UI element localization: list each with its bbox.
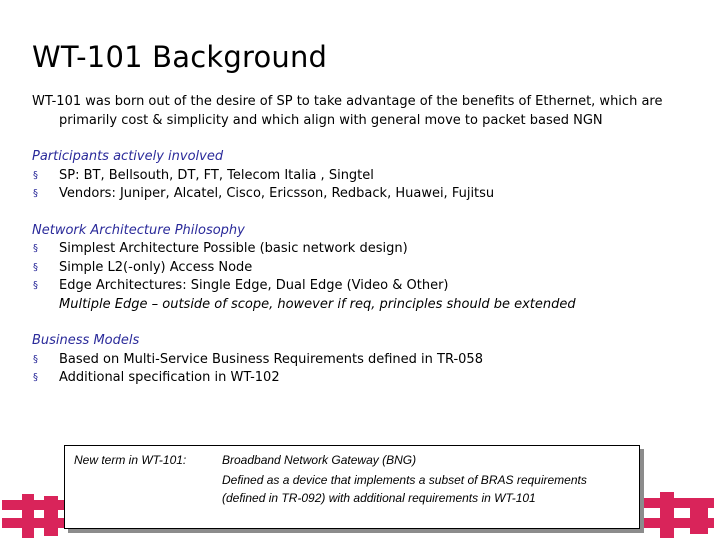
list-item-text: Vendors: Juniper, Alcatel, Cisco, Ericsson, Redback, Huawei, Fujitsu [59, 186, 495, 201]
intro-paragraph: WT-101 was born out of the desire of SP to take advantage of the benefits of Ethernet, which are primarily cost & simplicity and which align with general move to packet based NGN [32, 94, 663, 128]
section-heading: Network Architecture Philosophy [32, 222, 245, 238]
list-item [32, 167, 702, 186]
list-item [32, 369, 702, 388]
list-item-text: Simple L2(-only) Access Node [59, 259, 253, 275]
list-item [32, 351, 702, 370]
list-item [32, 277, 702, 296]
section-participants [32, 148, 702, 204]
bullet-icon: § [33, 169, 38, 181]
bullet-icon: § [33, 280, 38, 291]
list-item [32, 240, 702, 259]
list-item-text: Based on Multi-Service Business Requirements defined in TR-058 [59, 351, 483, 367]
list-item [32, 185, 702, 204]
section-heading: Business Models [32, 333, 140, 348]
bullet-list [32, 240, 702, 296]
slide-content [32, 93, 702, 388]
bullet-icon: § [33, 243, 38, 254]
bullet-icon: § [33, 353, 38, 365]
list-item-text: Simplest Architecture Possible (basic network design) [59, 241, 408, 256]
callout-definition: Defined as a device that implements a subset of BRAS requirements (defined in TR-092) with additional requirements in WT-101 [222, 473, 587, 505]
section-network-architecture [32, 222, 702, 315]
bullet-list [32, 167, 702, 204]
section-heading: Participants actively involved [32, 149, 224, 164]
list-item-text: Additional specification in WT-102 [59, 370, 280, 385]
list-item-text: SP: BT, Bellsouth, DT, FT, Telecom Italia , Singtel [59, 167, 374, 183]
section-business-models [32, 332, 702, 388]
callout-label: New term in WT-101: [74, 453, 187, 467]
bullet-icon: § [33, 188, 38, 199]
bullet-list [32, 351, 702, 388]
bullet-icon: § [33, 261, 38, 273]
new-term-callout [64, 445, 640, 529]
list-item-text: Edge Architectures: Single Edge, Dual Edge (Video & Other) [59, 278, 449, 293]
slide-title: WT-101 Background [32, 40, 328, 74]
bullet-icon: § [33, 372, 38, 383]
list-item [32, 259, 702, 278]
callout-term: Broadband Network Gateway (BNG) [222, 453, 417, 467]
section-note: Multiple Edge – outside of scope, however if req, principles should be extended [59, 296, 576, 312]
